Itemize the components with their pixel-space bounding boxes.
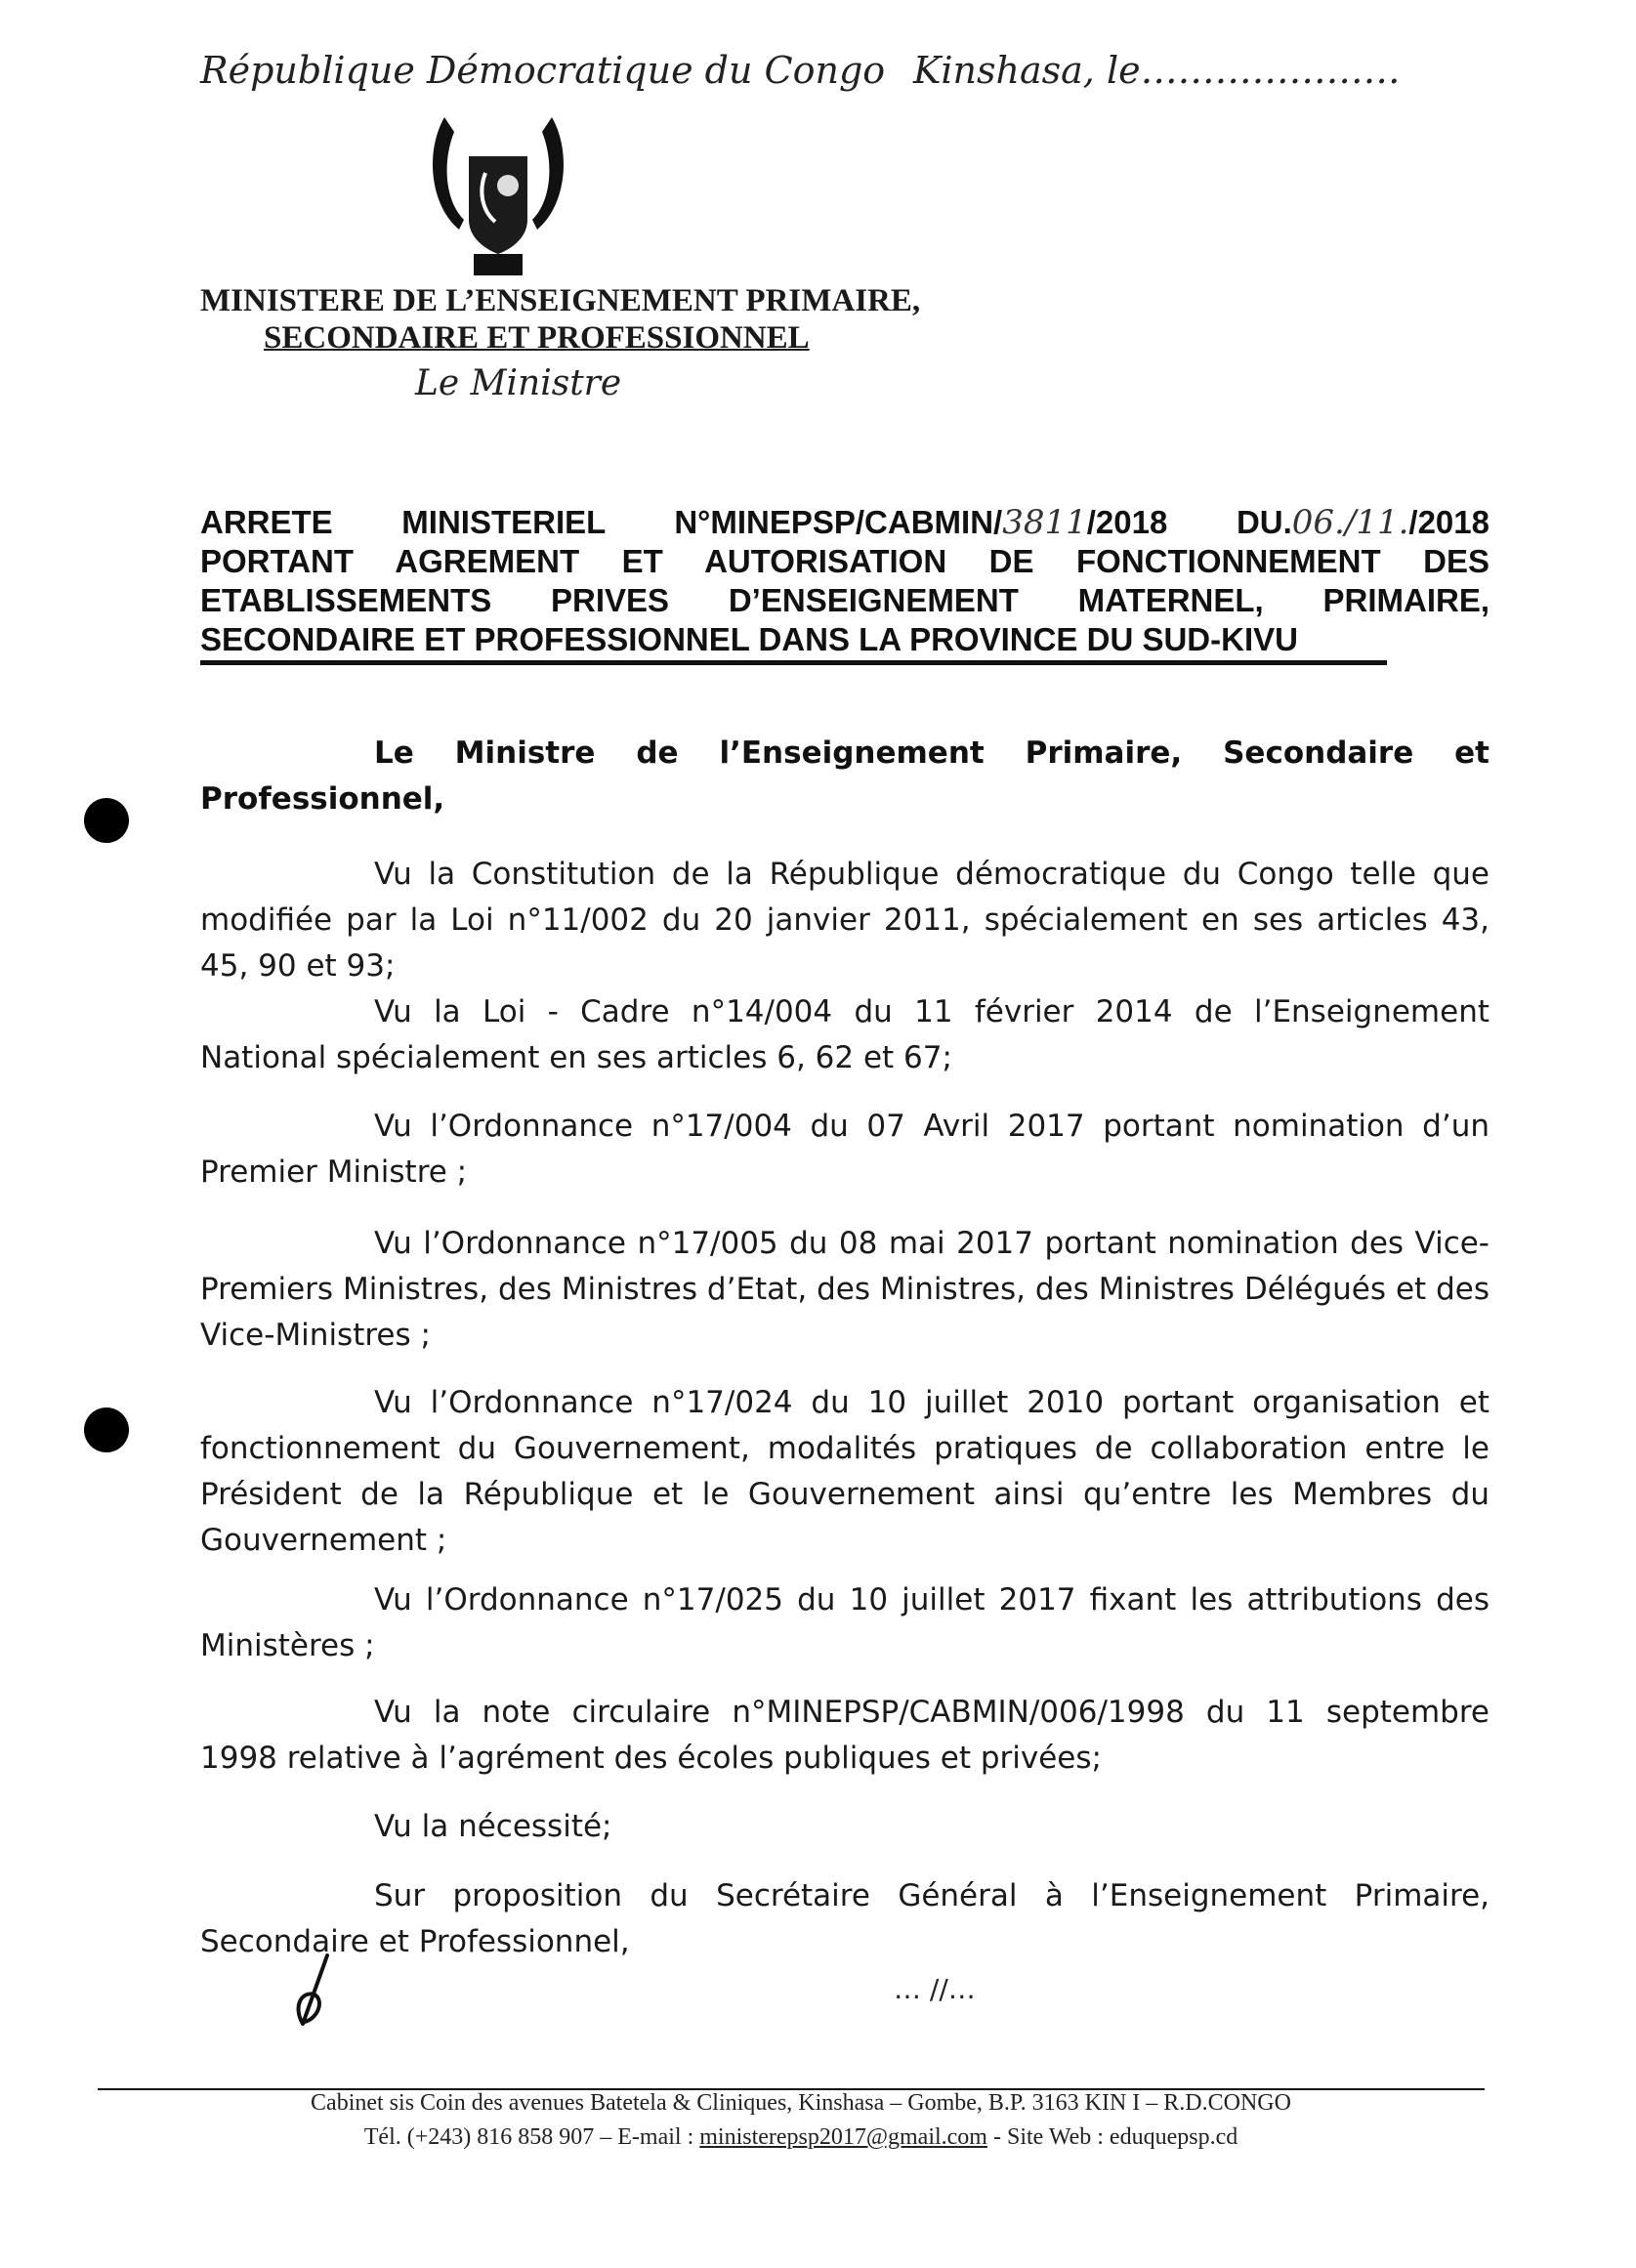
footer-contact xyxy=(98,2124,1504,2151)
consideration-ordonnance-024: Vu l’Ordonnance n°17/024 du 10 juillet 2010 portant organisation et fonctionnement du Gouvernement, modalités pratiques de collaboration entre le Président de la République et le Gouvernement ainsi qu’entre les Membres du Gouvernement ; xyxy=(200,1385,1489,1558)
arrete-year-du: /2018 DU. xyxy=(1086,504,1292,540)
arrete-year-end: /2018 xyxy=(1408,504,1489,540)
punch-hole-top xyxy=(84,798,129,843)
arrete-number-line xyxy=(200,503,1489,542)
consideration-loi-cadre: Vu la Loi - Cadre n°14/004 du 11 février 2014 de l’Enseignement National spécialement en ses articles 6, 62 et 67; xyxy=(200,994,1489,1075)
punch-hole-bottom xyxy=(84,1407,129,1452)
consideration-proposition: Sur proposition du Secrétaire Général à l’Enseignement Primaire, Secondaire et Professionnel, xyxy=(200,1878,1489,1959)
consideration-ordonnance-025: Vu l’Ordonnance n°17/025 du 10 juillet 2017 fixant les attributions des Ministères ; xyxy=(200,1582,1489,1663)
place-date: Kinshasa, le………………… xyxy=(913,49,1401,92)
consideration-note-circulaire: Vu la note circulaire n°MINEPSP/CABMIN/006/1998 du 11 septembre 1998 relative à l’agrément des écoles publiques et privées; xyxy=(200,1695,1489,1776)
handwritten-number: 3811 xyxy=(1002,503,1087,542)
arrete-title-line-3: ETABLISSEMENTS PRIVES D’ENSEIGNEMENT MATERNEL, PRIMAIRE, xyxy=(200,582,1489,618)
consideration-ordonnance-004: Vu l’Ordonnance n°17/004 du 07 Avril 2017 portant nomination d’un Premier Ministre ; xyxy=(200,1109,1489,1190)
footer-address: Cabinet sis Coin des avenues Batetela & Cliniques, Kinshasa – Gombe, B.P. 3163 KIN I – R.D.CONGO xyxy=(311,2090,1291,2116)
arrete-number-prefix: ARRETE MINISTERIEL N°MINEPSP/CABMIN/ xyxy=(200,504,1003,540)
footer-phone: Tél. (+243) 816 858 907 – E-mail : xyxy=(363,2124,700,2150)
minister-line-1: Le Ministre de l’Enseignement Primaire, Secondaire et xyxy=(374,735,1489,771)
footer-website: - Site Web : eduquepsp.cd xyxy=(986,2124,1238,2150)
consideration-necessite: Vu la nécessité; xyxy=(374,1809,612,1844)
minister-line-2: Professionnel, xyxy=(200,781,445,817)
title-rule xyxy=(200,660,1387,665)
country-heading: République Démocratique du Congo xyxy=(200,49,886,92)
paraph-icon xyxy=(283,1953,352,2032)
consideration-constitution: Vu la Constitution de la République démocratique du Congo telle que modifiée par la Loi n°11/002 du 20 janvier 2011, spécialement en ses articles 43, 45, 90 et 93; xyxy=(200,857,1489,984)
arrete-title-line-2: PORTANT AGREMENT ET AUTORISATION DE FONCTIONNEMENT DES xyxy=(200,543,1489,579)
arrete-title-line-4: SECONDAIRE ET PROFESSIONNEL DANS LA PROVINCE DU SUD-KIVU xyxy=(200,621,1298,657)
coat-of-arms-icon xyxy=(425,112,571,283)
continuation-mark: … //… xyxy=(894,1973,976,2005)
consideration-ordonnance-005: Vu l’Ordonnance n°17/005 du 08 mai 2017 portant nomination des Vice-Premiers Ministres, des Ministres d’Etat, des Ministres, des Ministres Délégués et des Vice-Ministres ; xyxy=(200,1226,1489,1353)
footer-email-link[interactable]: ministerepsp2017@gmail.com xyxy=(699,2124,987,2150)
ministry-line-2: SECONDAIRE ET PROFESSIONNEL xyxy=(264,320,810,356)
handwritten-date: 06./11. xyxy=(1291,503,1409,542)
minister-role: Le Ministre xyxy=(415,363,622,403)
ministry-line-1: MINISTERE DE L’ENSEIGNEMENT PRIMAIRE, xyxy=(200,283,921,318)
